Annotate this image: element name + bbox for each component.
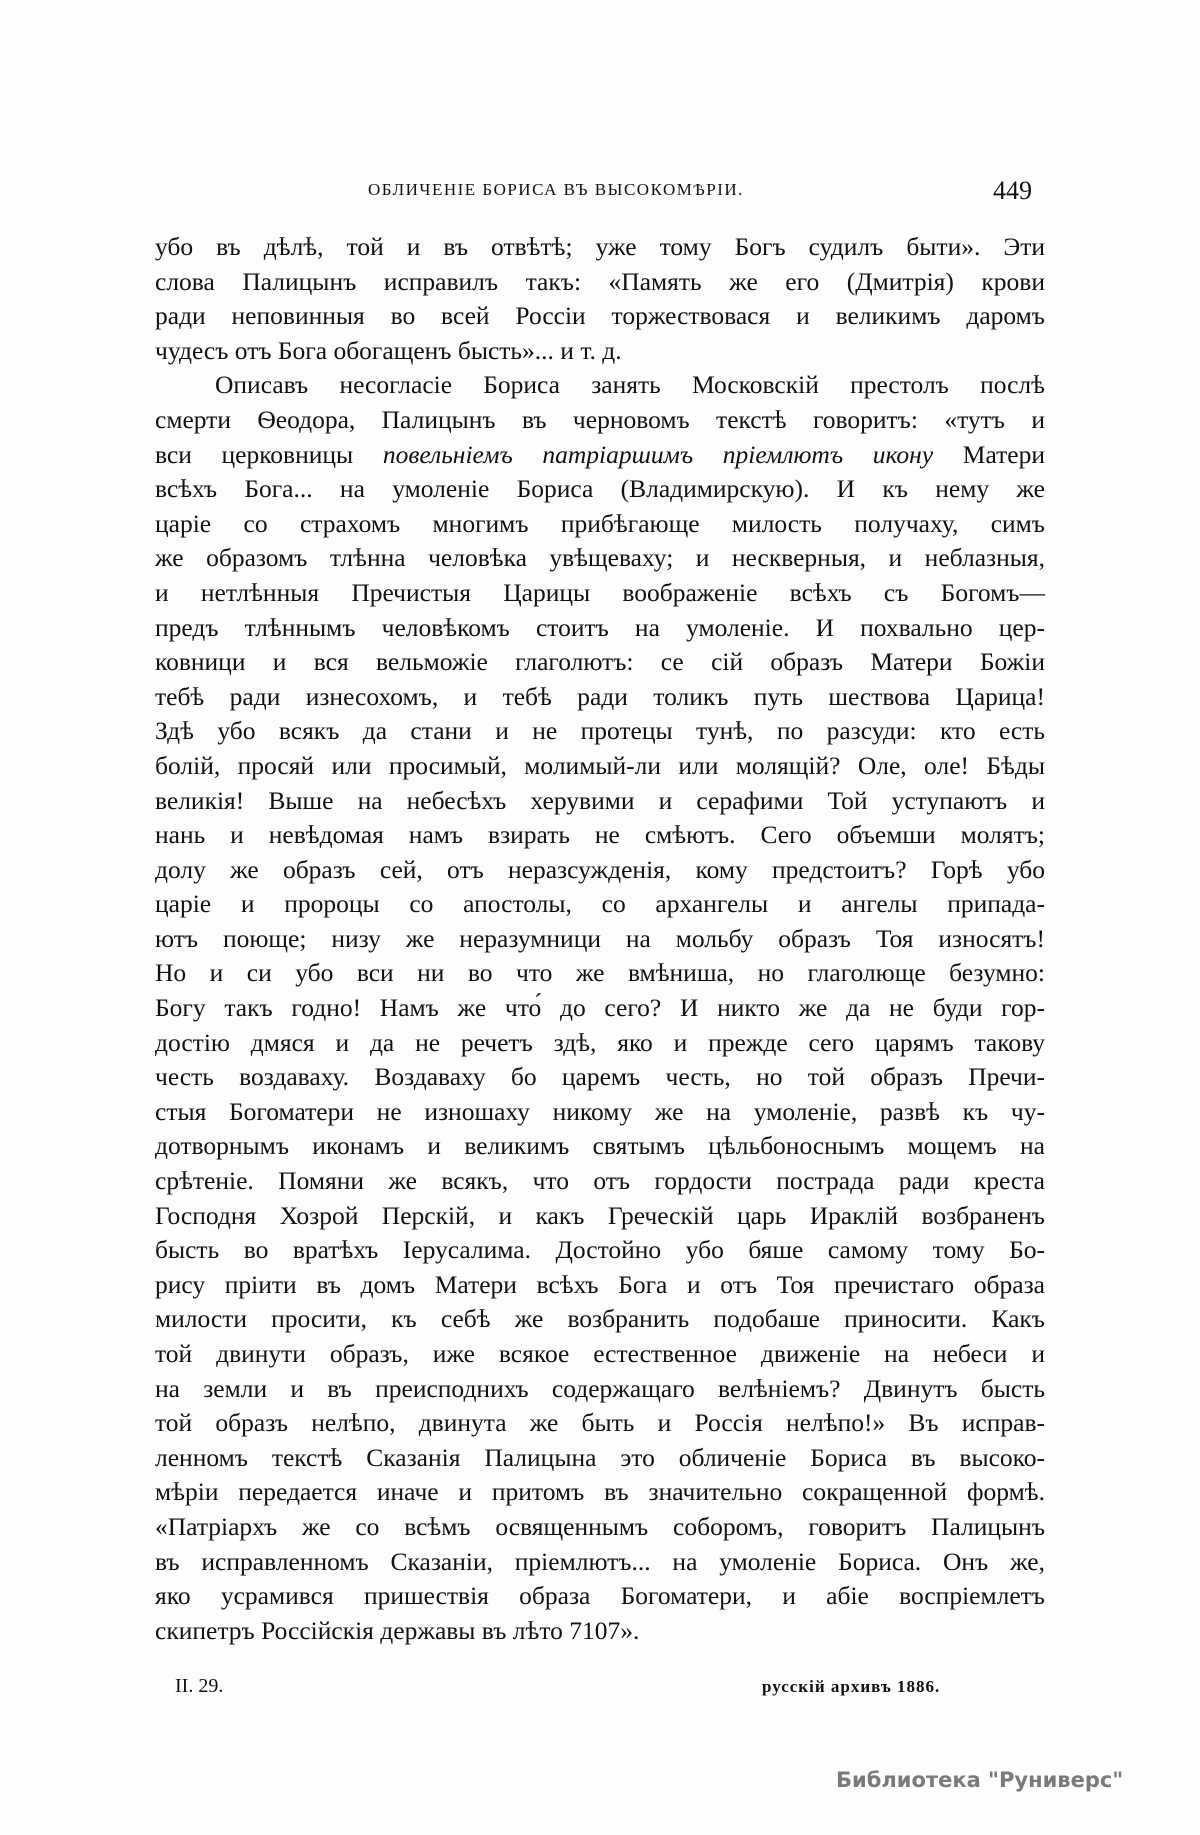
text-line: Богу такъ годно! Намъ же что́ до сего? И никто же да не буди гор- [155, 993, 1045, 1023]
text-line: вси церковницы повельніемъ патріаршимъ пріемлютъ икону Матери [155, 439, 1045, 469]
text-line: той двинути образъ, иже всякое естественное движеніе на небеси и [155, 1339, 1045, 1368]
text-line: всѣхъ Бога... на умоленіе Бориса (Владимирскую). И къ нему же [155, 474, 1045, 504]
text-line: нань и невѣдомая намъ взирать не смѣютъ. Сего объемши молятъ; [155, 820, 1045, 850]
text-line: бысть во вратѣхъ Іерусалима. Достойно убо бяше самому тому Бо- [155, 1235, 1045, 1265]
text-line: и нетлѣнныя Пречистыя Царицы воображеніе всѣхъ съ Богомъ— [155, 577, 1045, 607]
text-line: ковници и вся вельможіе глаголютъ: се сій образъ Матери Божіи [155, 647, 1045, 677]
text-line: ютъ поюще; низу же неразумници на мольбу образъ Тоя износятъ! [155, 923, 1045, 953]
text-line: той образъ нелѣпо, двинута же быть и Россія нелѣпо!» Въ исправ- [155, 1408, 1045, 1438]
text-line: царіе со страхомъ многимъ прибѣгающе милость получаху, симъ [155, 508, 1045, 538]
text-line: Господня Хозрой Перскій, и какъ Греческій царь Ираклій возбраненъ [155, 1200, 1045, 1230]
running-head [0, 176, 1200, 206]
text-line: яко усрамився пришествія образа Богоматери, и абіе воспріемлетъ [155, 1581, 1045, 1611]
text-line: ленномъ текстѣ Сказанія Палицына это обличеніе Бориса въ высоко- [155, 1442, 1045, 1472]
text-line: «Патріархъ же со всѣмъ освященнымъ соборомъ, говоритъ Палицынъ [155, 1511, 1045, 1541]
journal-name: русскій архивъ 1886. [762, 1677, 941, 1696]
text-line: срѣтеніе. Помяни же всякъ, что отъ гордости пострада ради креста [155, 1166, 1045, 1196]
running-head-title: ОБЛИЧЕНІЕ БОРИСА ВЪ ВЫСОКОМѢРІИ. [368, 180, 744, 199]
text-line: милости просити, къ себѣ же возбранить подобаше приносити. Какъ [155, 1304, 1045, 1334]
text-line: слова Палицынъ исправилъ такъ: «Память же его (Дмитрія) крови [155, 266, 1045, 296]
text-line: мѣріи передается иначе и притомъ въ значительно сокращенной формѣ. [155, 1477, 1045, 1507]
text-line: великія! Выше на небесѣхъ херувими и серафими Той уступаютъ и [155, 785, 1045, 815]
text-line: тебѣ ради изнесохомъ, и тебѣ ради толикъ путь шествова Царица! [155, 681, 1045, 711]
text-line: болій, просяй или просимый, молимый-ли или молящій? Оле, оле! Бѣды [155, 750, 1045, 780]
text-line: достію дмяся и да не речетъ здѣ, яко и прежде сего царямъ такову [155, 1027, 1045, 1057]
body-text [155, 230, 1045, 1648]
text-line: честь воздаваху. Воздаваху бо царемъ честь, но той образъ Пречи- [155, 1062, 1045, 1092]
text-line: предъ тлѣннымъ человѣкомъ стоитъ на умоленіе. И похвально цер- [155, 612, 1045, 642]
text-line: рису пріити въ домъ Матери всѣхъ Бога и отъ Тоя пречистаго образа [155, 1269, 1045, 1299]
italic-emphasis: повельніемъ патріаршимъ пріемлютъ икону [382, 439, 934, 469]
text-line: царіе и пророцы со апостолы, со архангелы и ангелы припада- [155, 889, 1045, 919]
page-number: 449 [993, 176, 1032, 205]
text-line: долу же образъ сей, отъ неразсужденія, кому предстоитъ? Горѣ убо [155, 854, 1045, 884]
text-line: Но и си убо вси ни во что же вмѣниша, но глаголюще безумно: [155, 958, 1045, 988]
library-watermark: Библиотека "Руниверс" [836, 1768, 1124, 1792]
page-footer [0, 1675, 1200, 1705]
text-line: скипетръ Россійскія державы въ лѣто 7107». [155, 1615, 640, 1645]
text-line: же образомъ тлѣнна человѣка увѣщеваху; и нескверныя, и неблазныя, [155, 543, 1045, 573]
text-line: дотворнымъ иконамъ и великимъ святымъ цѣльбоноснымъ мощемъ на [155, 1131, 1045, 1161]
text-line: Описавъ несогласіе Бориса занять Московскій престолъ послѣ [215, 370, 1045, 400]
text-line: чудесъ отъ Бога обогащенъ бысть»... и т. д. [155, 335, 622, 365]
text-line: въ исправленномъ Сказаніи, пріемлютъ... на умоленіе Бориса. Онъ же, [155, 1546, 1045, 1576]
text-line: ради неповинныя во всей Россіи торжествовася и великимъ даромъ [155, 301, 1045, 331]
text-line: стыя Богоматери не изношаху никому же на умоленіе, развѣ къ чу- [155, 1096, 1045, 1126]
text-line: Здѣ убо всякъ да стани и не протецы тунѣ, по разсуди: кто есть [155, 716, 1045, 746]
signature-mark: II. 29. [175, 1675, 224, 1697]
text-line: смерти Ѳеодора, Палицынъ въ черновомъ текстѣ говоритъ: «тутъ и [155, 404, 1045, 434]
text-line: убо въ дѣлѣ, той и въ отвѣтѣ; уже тому Богъ судилъ быти». Эти [155, 232, 1045, 261]
text-line: на земли и въ преисподнихъ содержащаго велѣніемъ? Двинутъ бысть [155, 1373, 1045, 1403]
